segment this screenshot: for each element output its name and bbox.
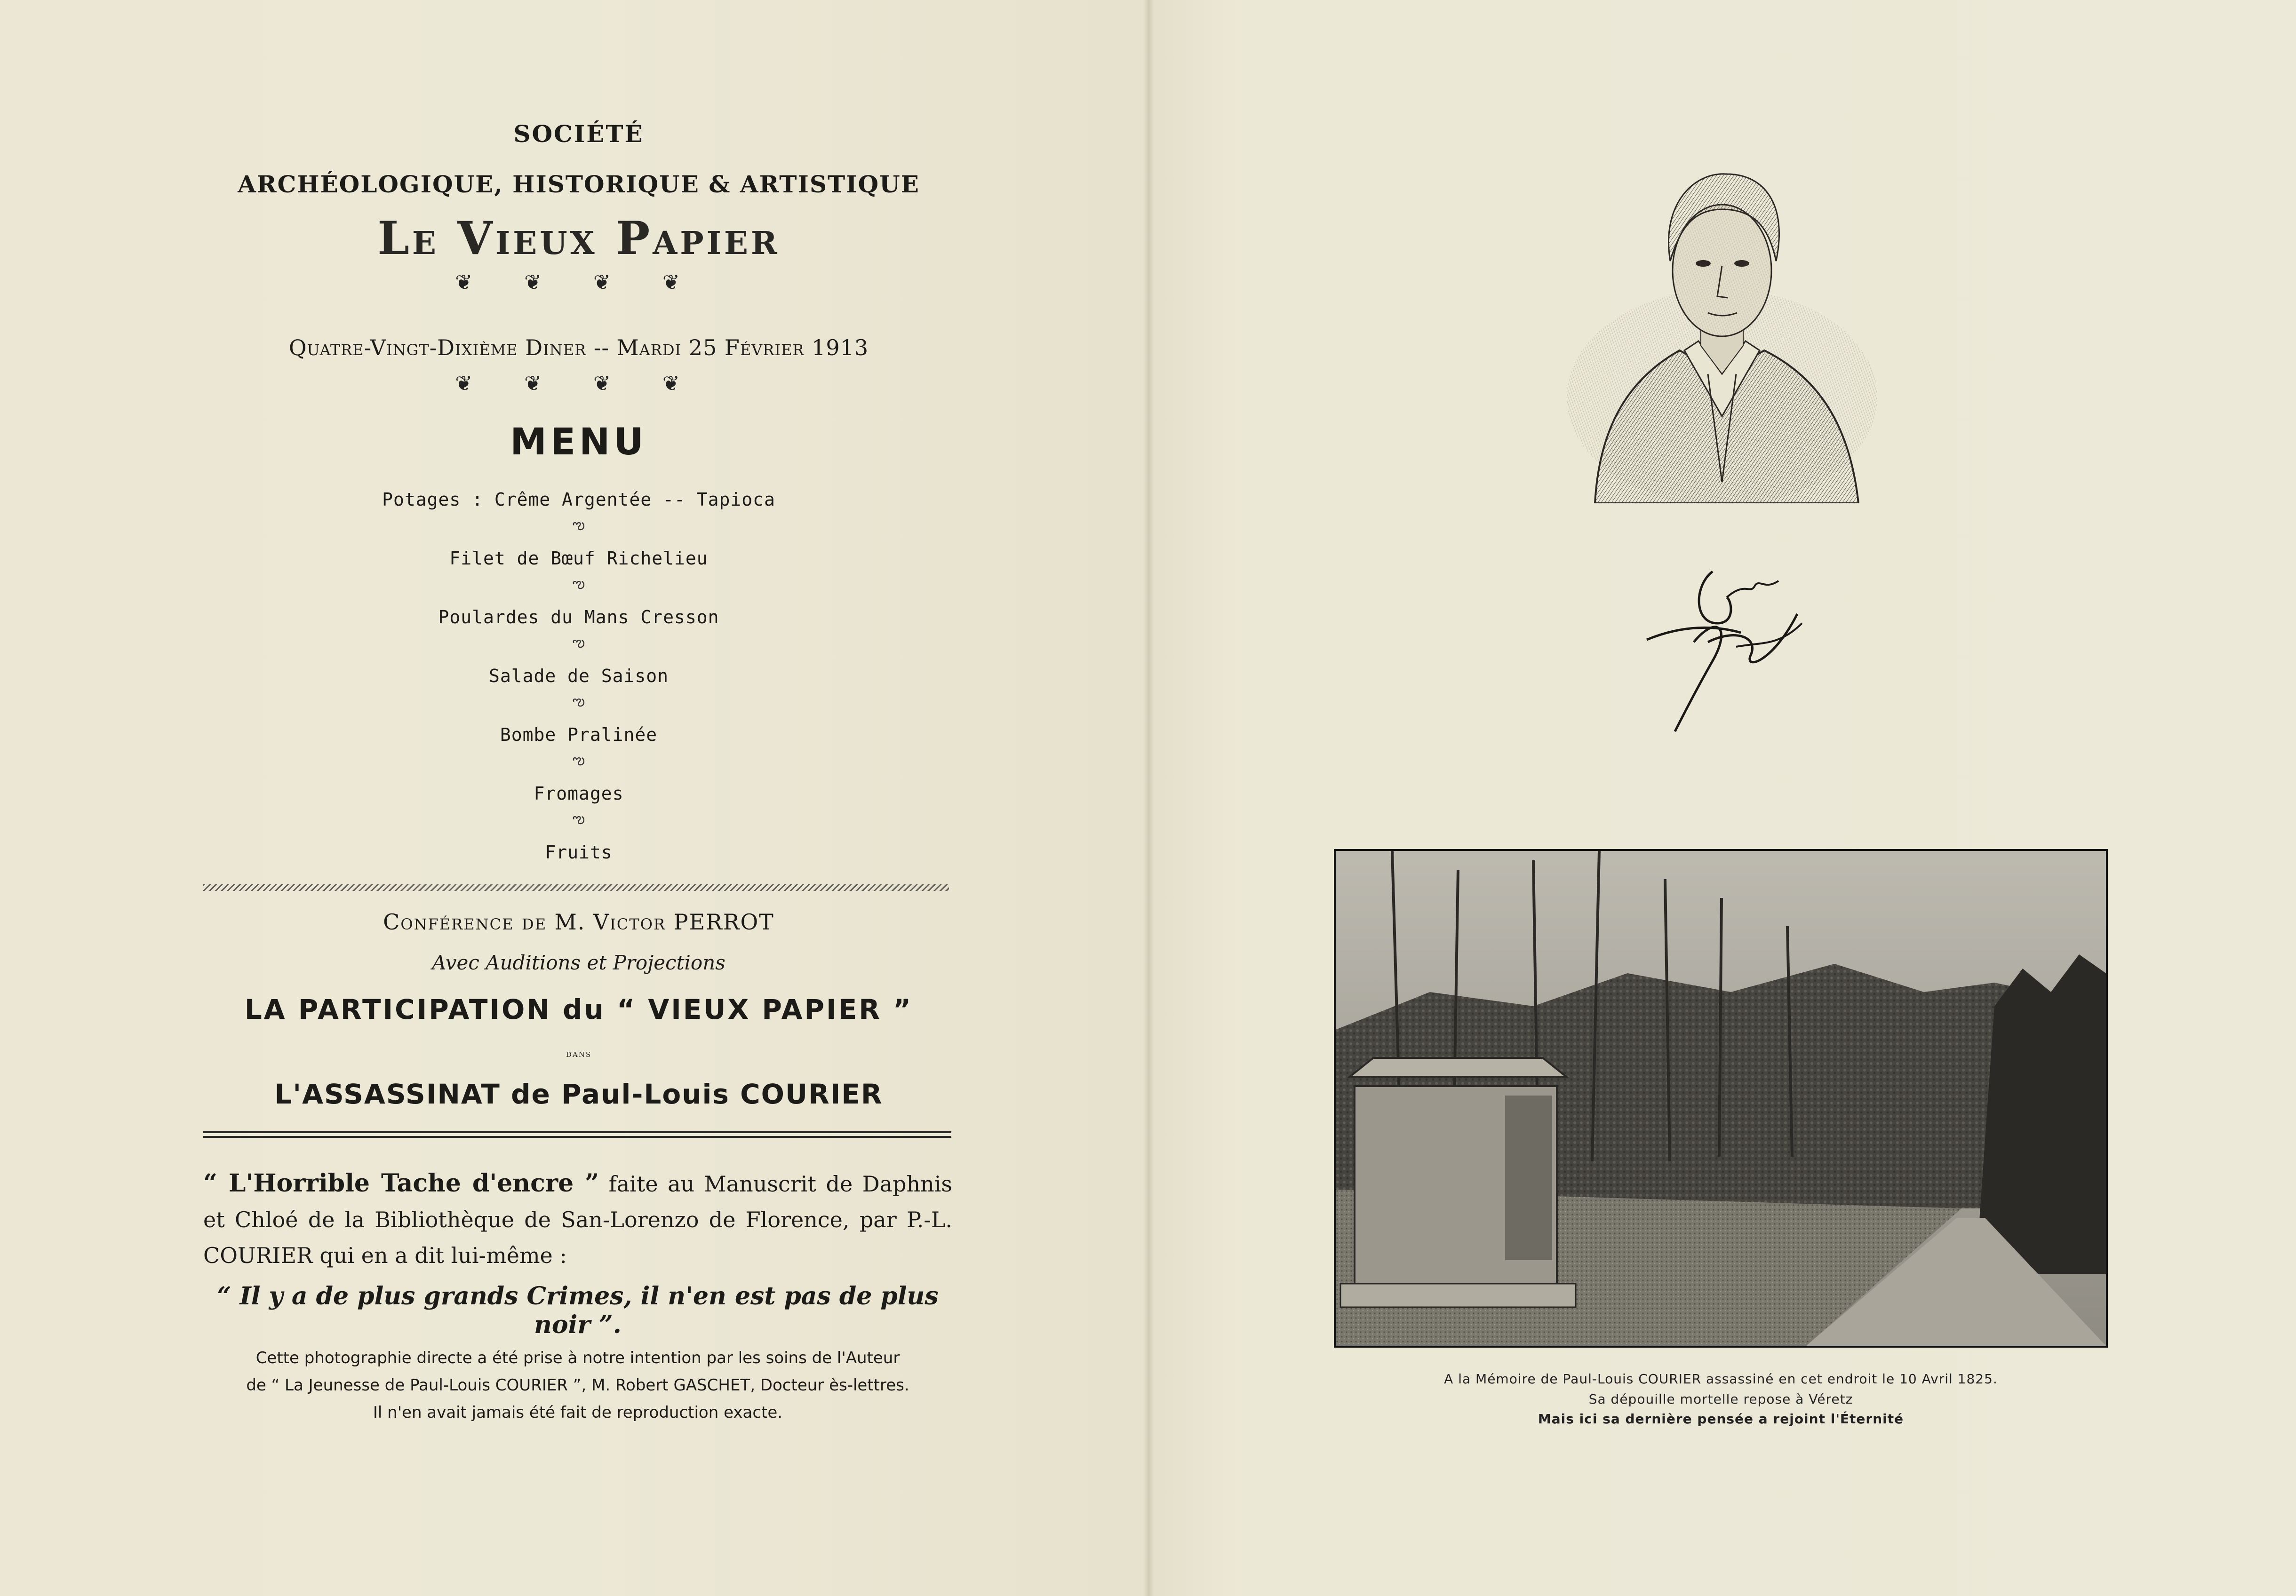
tache-emphasis: “ L'Horrible Tache d'encre ” (203, 1169, 599, 1198)
vieux-papier-title: Le Vieux Papier (377, 212, 780, 265)
menu-item: Potages : Crême Argentée -- Tapioca (382, 489, 775, 510)
photo-caption-line-3: Mais ici sa dernière pensée a rejoint l'Éternité (1538, 1411, 1904, 1427)
menu-separator-ornament: ఌ (572, 693, 585, 709)
menu-separator-ornament: ఌ (572, 752, 585, 768)
photo-caption-line-2: Sa dépouille mortelle repose à Véretz (1588, 1391, 1853, 1407)
menu-separator-ornament: ఌ (572, 575, 585, 592)
menu-item: Filet de Bœuf Richelieu (449, 548, 708, 569)
menu-item: Bombe Pralinée (500, 724, 658, 745)
participation-title: LA PARTICIPATION du “ VIEUX PAPIER ” (244, 993, 913, 1025)
courier-quote: “ Il y a de plus grands Crimes, il n'en est pas de plus noir ”. (217, 1282, 939, 1339)
tache-paragraph (203, 1166, 952, 1273)
menu-separator-ornament: ఌ (572, 810, 585, 827)
menu-title: MENU (510, 421, 647, 463)
photo-caption-line-1: A la Mémoire de Paul-Louis COURIER assassiné en cet endroit le 10 Avril 1825. (1444, 1371, 1998, 1387)
fleuron-ornament-row: ❦ ❦ ❦ ❦ (455, 270, 702, 294)
photo-note-line-2: de “ La Jeunesse de Paul-Louis COURIER ”, M. Robert GASCHET, Docteur ès-lettres. (246, 1376, 909, 1395)
archeologique-heading: ARCHÉOLOGIQUE, HISTORIQUE & ARTISTIQUE (238, 170, 920, 198)
monument-forest-scene (1336, 851, 2106, 1346)
diner-date-line: Quatre-Vingt-Dixième Diner -- Mardi 25 Février 1913 (288, 335, 869, 360)
monument-photograph (1334, 849, 2108, 1348)
menu-item: Salade de Saison (488, 666, 669, 686)
menu-separator-ornament: ఌ (572, 634, 585, 651)
dans-word: dans (566, 1048, 592, 1060)
fleuron-ornament-row-2: ❦ ❦ ❦ ❦ (455, 372, 702, 396)
courier-portrait-engraving (1567, 153, 1877, 503)
societe-heading: SOCIÉTÉ (513, 120, 644, 148)
courier-signature (1637, 553, 1826, 741)
menu-separator-ornament: ఌ (572, 516, 585, 533)
menu-item: Fromages (534, 783, 624, 804)
photo-note-line-1: Cette photographie directe a été prise à notre intention par les soins de l'Auteur (255, 1349, 900, 1367)
wavy-divider (203, 884, 949, 891)
auditions-line: Avec Auditions et Projections (432, 951, 725, 974)
photo-note-line-3: Il n'en avait jamais été fait de reproduction exacte. (373, 1403, 783, 1422)
menu-item: Fruits (545, 842, 613, 863)
menu-item: Poulardes du Mans Cresson (438, 607, 719, 627)
photo-note (203, 1344, 952, 1426)
assassinat-title: L'ASSASSINAT de Paul-Louis COURIER (274, 1078, 883, 1110)
conference-line: Conférence de M. Victor PERROT (383, 909, 774, 935)
double-rule-divider (203, 1131, 951, 1138)
tache-paragraph-text: faite au Manuscrit de Daphnis et Chloé de la Bibliothèque de San-Lorenzo de Florence, par P.-L. COURIER qui en a dit lui-même : (203, 1171, 953, 1268)
